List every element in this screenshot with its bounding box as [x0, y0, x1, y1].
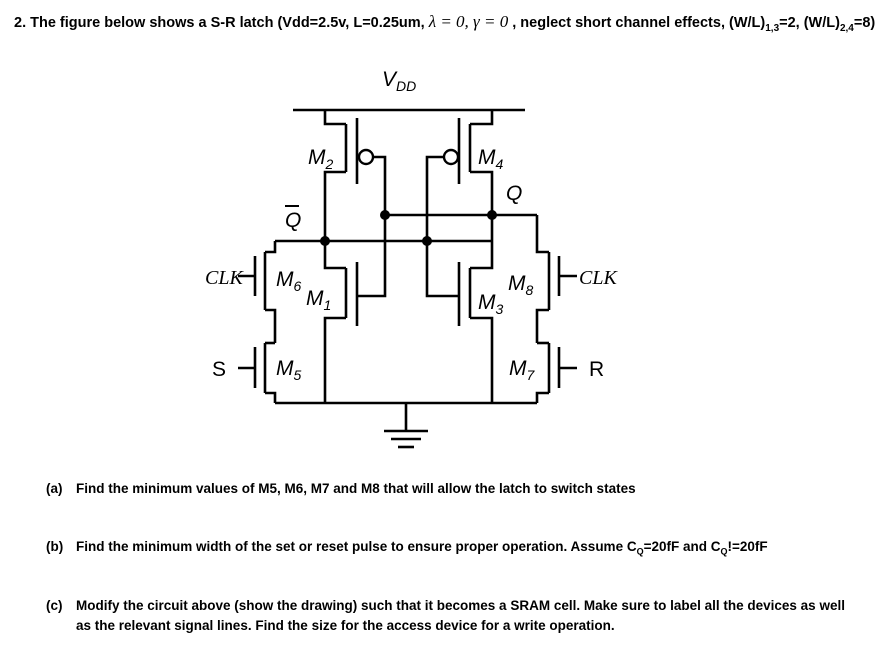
question-b [46, 537, 768, 562]
question-b-sub-2: Q [720, 546, 728, 557]
heading-text-2: , neglect short channel effects, (W/L) [508, 15, 766, 31]
transistor-m1 [325, 241, 385, 403]
question-a [46, 479, 636, 499]
vdd-label: $V_{DD}$ [382, 68, 417, 94]
heading-text: 2. The figure below shows a S-R latch (Vdd=2.5v, L=0.25um, [14, 15, 429, 31]
question-c-line-1: Modify the circuit above (show the drawing) such that it becomes a SRAM cell. Make sure to label all the devices as well [76, 598, 845, 613]
question-b-sub-1: Q [636, 546, 644, 557]
r-label: R [589, 358, 605, 381]
question-a-label: (a) [46, 481, 63, 496]
ground-icon [384, 431, 428, 447]
question-b-label: (b) [46, 539, 64, 554]
heading-params: λ = 0, γ = 0 [428, 12, 509, 31]
heading-sub-13: 1,3 [765, 22, 780, 34]
transistor-m6 [238, 241, 275, 343]
m3-label: $M_3$ [478, 291, 504, 317]
s-label: S [212, 358, 227, 381]
clk-left-label: CLK [205, 267, 243, 289]
transistor-m8 [537, 215, 577, 343]
heading-text-4: =8) [853, 15, 876, 31]
junction-dot [380, 210, 390, 220]
question-a-text: Find the minimum values of M5, M6, M7 and M8 that will allow the latch to switch states [76, 481, 636, 496]
transistor-m4 [427, 110, 492, 241]
m5-label: $M_5$ [276, 357, 302, 383]
transistor-m3 [427, 241, 492, 403]
question-c-line-2: as the relevant signal lines. Find the size for the access device for a write operation. [76, 618, 615, 633]
transistor-m7 [537, 343, 577, 403]
heading-sub-24: 2,4 [839, 22, 854, 34]
question-c [46, 596, 845, 636]
transistor-m5 [238, 343, 275, 403]
m7-label: $M_7$ [509, 357, 535, 383]
m6-label: $M_6$ [276, 268, 302, 294]
qbar-label: Q [285, 209, 302, 232]
m1-label: $M_1$ [306, 287, 332, 313]
transistor-m2 [325, 110, 385, 241]
m8-label: $M_8$ [508, 272, 534, 298]
question-b-text [76, 537, 768, 562]
q-label: Q [506, 182, 523, 205]
question-b-text-2: =20fF and C [643, 539, 721, 554]
question-c-label: (c) [46, 598, 63, 613]
clk-right-label: CLK [579, 267, 617, 289]
question-b-text-3: !=20fF [727, 539, 768, 554]
junction-dot [487, 210, 497, 220]
m2-label: $M_2$ [308, 146, 334, 172]
question-b-text-1: Find the minimum width of the set or reset pulse to ensure proper operation. Assume C [76, 539, 637, 554]
m4-label: $M_4$ [478, 146, 504, 172]
heading-text-3: =2, (W/L) [779, 15, 840, 31]
